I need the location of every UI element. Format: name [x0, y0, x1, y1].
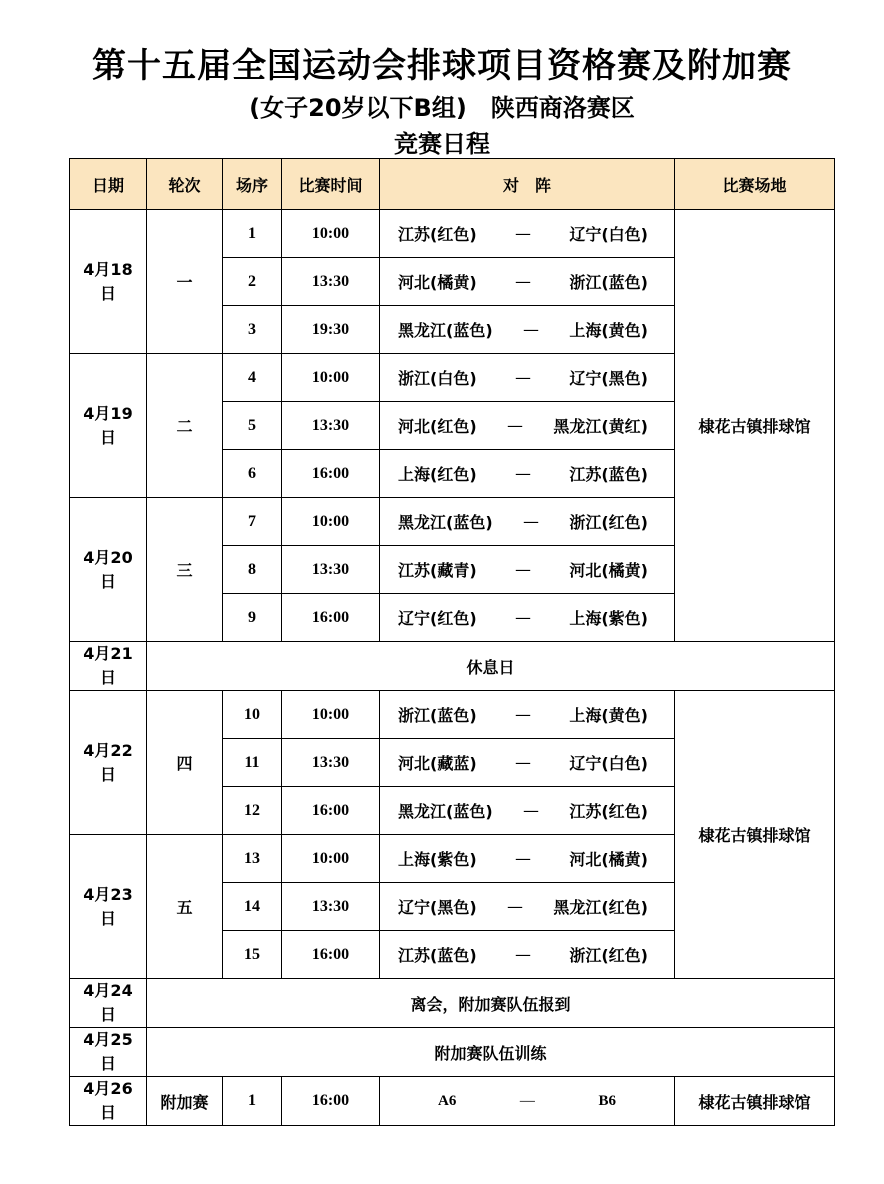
home-team: 河北(红色) [398, 417, 477, 436]
header-time: 比赛时间 [282, 159, 380, 210]
matchup-cell [380, 546, 675, 594]
away-team: 浙江(蓝色) [569, 273, 648, 292]
away-team: 河北(橘黄) [569, 850, 648, 869]
matchup [380, 751, 674, 774]
round-cell: 四 [147, 691, 223, 835]
day-note: 休息日 [147, 642, 835, 691]
day-note: 附加赛队伍训练 [147, 1028, 835, 1077]
round-cell: 一 [147, 210, 223, 354]
home-team: 浙江(蓝色) [398, 706, 477, 725]
matchup [380, 703, 674, 726]
match-number: 14 [223, 883, 282, 931]
header-matchup: 对 阵 [380, 159, 675, 210]
matchup-cell [380, 835, 675, 883]
versus-dash: — [515, 753, 531, 772]
day-note: 离会，附加赛队伍报到 [147, 979, 835, 1028]
table-row [70, 642, 835, 691]
away-team: 上海(黄色) [569, 321, 648, 340]
versus-dash: — [523, 320, 539, 339]
matchup-cell [380, 931, 675, 979]
matchup [380, 606, 674, 629]
round-cell: 三 [147, 498, 223, 642]
matchup-cell [380, 210, 675, 258]
versus-dash: — [515, 705, 531, 724]
home-team: 黑龙江(蓝色) [398, 321, 493, 340]
match-time: 13:30 [282, 739, 380, 787]
matchup [380, 414, 674, 437]
round-cell: 五 [147, 835, 223, 979]
matchup-cell [380, 354, 675, 402]
versus-dash: — [515, 272, 531, 291]
match-number: 13 [223, 835, 282, 883]
venue-cell: 棣花古镇排球馆 [675, 210, 835, 642]
date-cell: 4月25 日 [70, 1028, 147, 1077]
table-row [70, 979, 835, 1028]
match-time: 13:30 [282, 883, 380, 931]
home-team: 辽宁(红色) [398, 609, 477, 628]
match-number: 10 [223, 691, 282, 739]
match-number: 15 [223, 931, 282, 979]
versus-dash: — [523, 512, 539, 531]
versus-dash: — [515, 464, 531, 483]
match-number: 6 [223, 450, 282, 498]
table-row [70, 1077, 835, 1126]
match-time: 10:00 [282, 498, 380, 546]
matchup-cell [380, 498, 675, 546]
versus-dash: — [515, 608, 531, 627]
match-time: 10:00 [282, 210, 380, 258]
matchup [380, 799, 674, 822]
match-number: 12 [223, 787, 282, 835]
match-time: 10:00 [282, 835, 380, 883]
versus-dash: — [519, 1092, 535, 1109]
away-team: 辽宁(白色) [569, 225, 648, 244]
match-time: 16:00 [282, 787, 380, 835]
table-row [70, 210, 835, 258]
match-number: 3 [223, 306, 282, 354]
date-cell: 4月18 日 [70, 210, 147, 354]
home-team: 河北(橘黄) [398, 273, 477, 292]
header-date: 日期 [70, 159, 147, 210]
table-row [70, 691, 835, 739]
matchup [380, 318, 674, 341]
matchup-cell [380, 739, 675, 787]
round-cell: 二 [147, 354, 223, 498]
versus-dash: — [515, 368, 531, 387]
date-cell: 4月20 日 [70, 498, 147, 642]
date-cell: 4月26 日 [70, 1077, 147, 1126]
match-time: 16:00 [282, 594, 380, 642]
match-number: 2 [223, 258, 282, 306]
venue-cell: 棣花古镇排球馆 [675, 1077, 835, 1126]
matchup [380, 366, 674, 389]
matchup-cell [380, 450, 675, 498]
matchup [380, 943, 674, 966]
away-team: 江苏(红色) [569, 802, 648, 821]
header-round: 轮次 [147, 159, 223, 210]
matchup-cell [380, 883, 675, 931]
matchup-cell [380, 258, 675, 306]
away-team: 上海(紫色) [569, 609, 648, 628]
matchup-cell [380, 1077, 675, 1126]
versus-dash: — [515, 945, 531, 964]
home-team: 黑龙江(蓝色) [398, 513, 493, 532]
versus-dash: — [507, 897, 523, 916]
home-team: 上海(紫色) [398, 850, 477, 869]
match-time: 10:00 [282, 691, 380, 739]
away-team: B6 [598, 1092, 616, 1109]
matchup-cell [380, 691, 675, 739]
away-team: 浙江(红色) [569, 946, 648, 965]
home-team: 江苏(藏青) [398, 561, 477, 580]
home-team: 江苏(蓝色) [398, 946, 477, 965]
matchup [380, 558, 674, 581]
match-number: 7 [223, 498, 282, 546]
home-team: 辽宁(黑色) [398, 898, 477, 917]
matchup-cell [380, 594, 675, 642]
away-team: 黑龙江(黄红) [553, 417, 648, 436]
away-team: 河北(橘黄) [569, 561, 648, 580]
match-time: 10:00 [282, 354, 380, 402]
matchup [380, 270, 674, 293]
document-title: 第十五届全国运动会排球项目资格赛及附加赛 [92, 46, 792, 86]
match-time: 16:00 [282, 931, 380, 979]
document-subtitle: (女子20岁以下B组) 陕西商洛赛区 [249, 94, 635, 122]
match-number: 1 [223, 1077, 282, 1126]
matchup-cell [380, 306, 675, 354]
schedule-table [69, 158, 835, 1126]
match-time: 13:30 [282, 546, 380, 594]
header-match-no: 场序 [223, 159, 282, 210]
matchup-cell [380, 787, 675, 835]
matchup [380, 510, 674, 533]
date-cell: 4月24 日 [70, 979, 147, 1028]
away-team: 黑龙江(红色) [553, 898, 648, 917]
header-row [70, 159, 835, 210]
schedule-heading: 竞赛日程 [394, 130, 490, 158]
away-team: 浙江(红色) [569, 513, 648, 532]
away-team: 辽宁(白色) [569, 754, 648, 773]
matchup [380, 847, 674, 870]
versus-dash: — [507, 416, 523, 435]
away-team: 上海(黄色) [569, 706, 648, 725]
matchup [380, 1093, 674, 1110]
versus-dash: — [515, 560, 531, 579]
match-number: 1 [223, 210, 282, 258]
venue-cell: 棣花古镇排球馆 [675, 691, 835, 979]
matchup [380, 462, 674, 485]
match-time: 16:00 [282, 450, 380, 498]
home-team: A6 [438, 1092, 457, 1109]
match-time: 16:00 [282, 1077, 380, 1126]
match-time: 13:30 [282, 258, 380, 306]
home-team: 浙江(白色) [398, 369, 477, 388]
away-team: 辽宁(黑色) [569, 369, 648, 388]
versus-dash: — [515, 849, 531, 868]
matchup [380, 895, 674, 918]
match-time: 19:30 [282, 306, 380, 354]
match-number: 11 [223, 739, 282, 787]
date-cell: 4月23 日 [70, 835, 147, 979]
home-team: 上海(红色) [398, 465, 477, 484]
date-cell: 4月22 日 [70, 691, 147, 835]
match-time: 13:30 [282, 402, 380, 450]
date-cell: 4月21 日 [70, 642, 147, 691]
home-team: 江苏(红色) [398, 225, 477, 244]
header-venue: 比赛场地 [675, 159, 835, 210]
versus-dash: — [515, 224, 531, 243]
matchup [380, 222, 674, 245]
home-team: 河北(藏蓝) [398, 754, 477, 773]
home-team: 黑龙江(蓝色) [398, 802, 493, 821]
away-team: 江苏(蓝色) [569, 465, 648, 484]
match-number: 4 [223, 354, 282, 402]
match-number: 8 [223, 546, 282, 594]
round-cell: 附加赛 [147, 1077, 223, 1126]
versus-dash: — [523, 801, 539, 820]
matchup-cell [380, 402, 675, 450]
table-row [70, 1028, 835, 1077]
match-number: 9 [223, 594, 282, 642]
match-number: 5 [223, 402, 282, 450]
date-cell: 4月19 日 [70, 354, 147, 498]
